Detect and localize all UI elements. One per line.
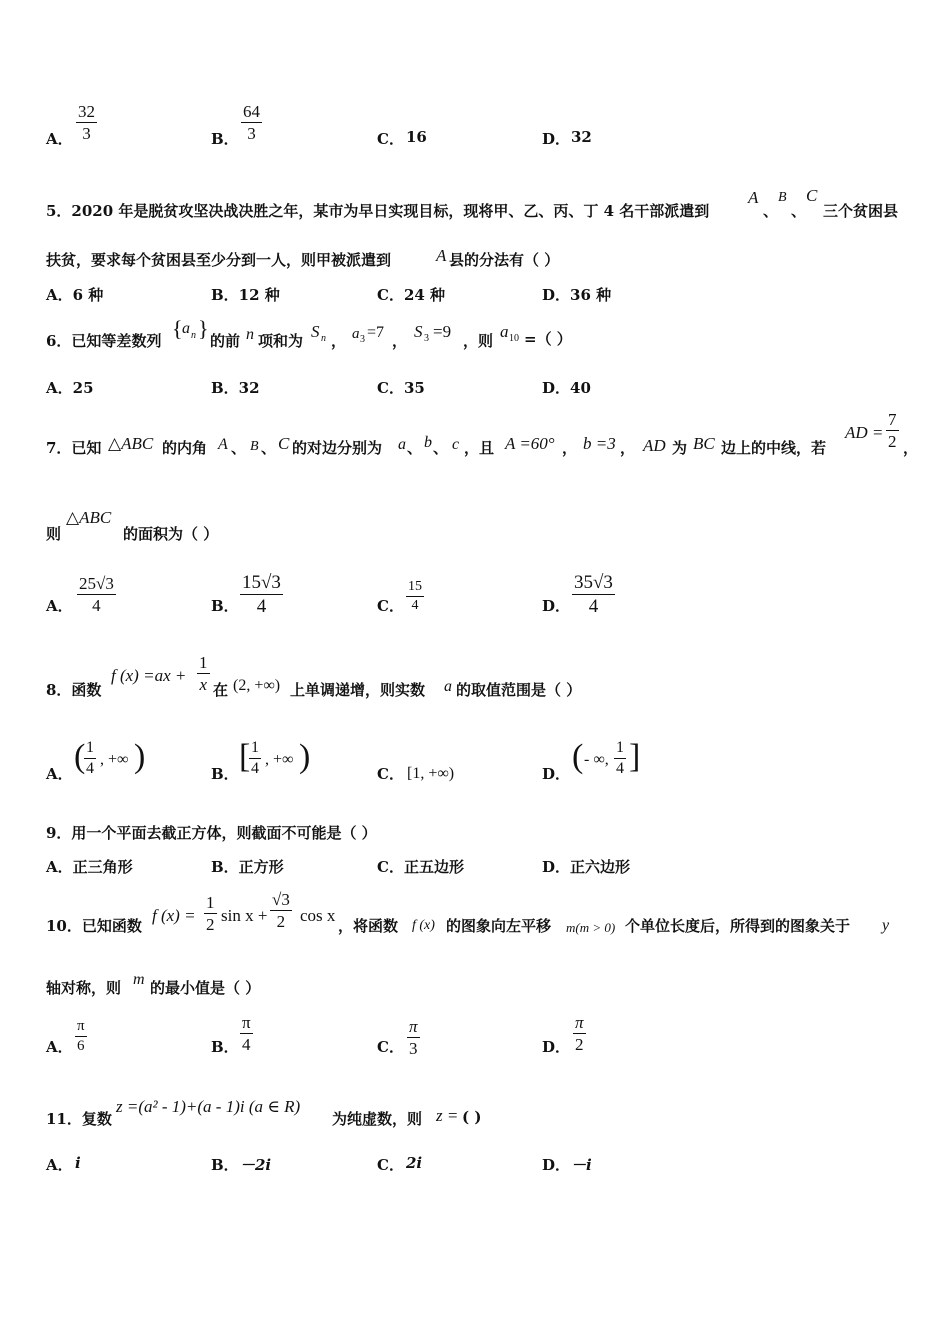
q10-y: y [882,917,890,934]
q10-option-a-label: A． [46,1038,73,1056]
q7-option-c-num: 15 [408,579,422,594]
q8-fraction [197,654,210,693]
q6-S3-sub: 3 [424,333,429,344]
q7-line2-tri: △ABC [66,508,112,527]
q4-option-a-fraction [76,103,97,142]
q10-option-c-num: π [409,1017,418,1036]
q5-option-d: D．36 种 [542,286,612,304]
q7-A: A [218,436,228,453]
q5-line1-post: 三个贫困县 [823,202,899,220]
q8-option-c-text: [1, +∞) [407,765,455,782]
q10-fx2: f (x) [412,918,435,933]
q11-z: z = [436,1106,459,1125]
q7-option-d-num: 35√3 [574,572,613,593]
q4-option-a-den: 3 [82,124,91,143]
q7-line2-pre: 则 [46,525,62,543]
q10-t4: 个单位长度后，所得到的图象关于 [625,917,851,935]
q6-t1: 6．已知等差数列 [46,332,162,350]
q4-option-b-den: 3 [247,124,256,143]
q5-option-a: A．6 种 [46,286,104,304]
q7-line2-post: 的面积为（ ） [123,525,219,543]
q8-option-b-fraction [249,740,261,777]
q6-t5: =（ ） [524,330,572,348]
q8-option-d-right: ] [629,738,641,775]
q8-option-b-den: 4 [251,760,259,777]
q8-t1: 8．函数 [46,681,102,699]
q7-comma1: ， [562,439,578,457]
q4-option-b-label: B． [211,130,239,148]
q11-expr: z =(a² - 1)+(a - 1)i (a ∈ R) [116,1097,301,1116]
q7-cond2: b =3 [583,434,616,453]
q10-option-b-num: π [242,1013,251,1032]
q11-t3: ( ) [462,1108,482,1126]
q10-f2-num: √3 [272,890,290,909]
q8-option-a-right: ) [134,738,146,775]
q9-option-d: D．正六边形 [542,858,631,876]
q8-option-d-den: 4 [616,760,624,777]
q9-option-c: C．正五边形 [377,858,464,876]
q7-option-d-fraction [572,573,615,616]
q6-option-d: D．40 [542,379,591,397]
q6-brace-right: } [198,316,209,341]
q11-option-c-val: 2i [406,1154,423,1172]
q7-t5: 为 [672,439,688,457]
q10-line2-post: 的最小值是（ ） [150,979,261,997]
q7-tri: △ABC [108,434,154,453]
q6-seq: a [182,320,190,337]
q10-option-c-label: C． [377,1038,404,1056]
q6-S: S [311,322,320,341]
q10-option-d-num: π [575,1013,584,1032]
q10-line2-m: m [133,971,145,988]
q8-t4: 的取值范围是（ ） [456,681,582,699]
q10-f1-num: 1 [206,893,215,912]
q11-option-b-label: B． [211,1156,239,1174]
q6-option-a: A．25 [46,379,94,397]
q10-t1: 10．已知函数 [46,917,142,935]
q4-option-d-text: 32 [571,128,592,146]
q9-text: 9．用一个平面去截正方体，则截面不可能是（ ） [46,824,377,842]
q10-fx: f (x) = [152,906,196,925]
q7-cond1: A =60° [505,434,555,453]
q10-option-d-label: D． [542,1038,571,1056]
q8-option-a-rest: , +∞ [100,751,129,768]
q7-option-a-label: A． [46,597,73,615]
q7-option-d-den: 4 [588,596,599,617]
q10-option-d-fraction [573,1014,586,1053]
q7-t1: 7．已知 [46,439,102,457]
q11-option-a-label: A． [46,1156,73,1174]
q11-option-d-label: D． [542,1156,571,1174]
q10-m: m(m > 0) [566,920,616,935]
q11-option-c-label: C． [377,1156,404,1174]
q8-option-d-pre: - ∞, [584,751,609,768]
q8-option-a-num: 1 [86,739,94,756]
q8-a: a [444,678,452,695]
q7-ADeq: AD = [845,423,884,442]
q7-t3: 的对边分别为 [292,439,383,457]
q7-c: c [452,436,460,453]
q5-county-a: A [748,188,759,207]
q8-option-a-label: A． [46,765,73,783]
q7-sep2: 、 [261,439,277,457]
q11-option-a-val: i [75,1154,81,1172]
q7-b: b [424,434,432,451]
q5-sep1: 、 [763,202,779,220]
q7-option-b-num: 15√3 [242,572,281,593]
q6-option-b: B．32 [211,379,260,397]
q10-option-c-den: 3 [409,1039,418,1058]
q10-option-a-den: 6 [77,1038,85,1054]
q10-fraction-2 [270,891,292,930]
q8-option-d-num: 1 [616,739,624,756]
q5-line2-pre: 扶贫，要求每个贫困县至少分到一人，则甲被派遣到 [46,251,392,269]
q7-sep4: 、 [433,439,449,457]
q5-sep2: 、 [791,202,807,220]
q7-t2: 的内角 [162,439,208,457]
q7-option-c-label: C． [377,597,404,615]
q7-option-b-fraction [240,573,283,616]
q7-AD: AD [643,436,666,455]
q10-option-b-fraction [240,1014,253,1053]
q8-option-d-label: D． [542,765,571,783]
q8-option-a-den: 4 [86,760,94,777]
q10-option-b-den: 4 [242,1035,251,1054]
q11-t2: 为纯虚数，则 [332,1110,423,1128]
q7-ad-fraction [886,411,899,450]
q8-option-c-label: C． [377,765,404,783]
q8-option-b-right: ) [299,738,311,775]
q8-option-d-fraction [614,740,626,777]
q6-t4: ，则 [463,332,494,350]
q4-option-b-num: 64 [243,102,260,121]
q5-county-b: B [778,190,787,205]
q10-option-a-fraction [75,1019,87,1054]
q6-comma2: ， [392,332,408,350]
q10-option-d-den: 2 [575,1035,584,1054]
q7-sep3: 、 [407,439,423,457]
q6-comma1: ， [331,332,347,350]
q6-S3: S [414,322,423,341]
q9-option-a: A．正三角形 [46,858,133,876]
q6-S-sub: n [321,333,326,344]
q6-a3-sub: 3 [360,334,365,345]
q7-option-a-den: 4 [92,596,101,615]
q8-frac-num: 1 [199,653,208,672]
q8-option-a-fraction [84,740,96,777]
q8-frac-den: x [199,675,208,694]
q7-t6: 边上的中线，若 [721,439,827,457]
q6-S3-val: =9 [433,322,452,341]
q4-option-b-fraction [241,103,262,142]
q6-a10-sub: 10 [509,333,519,344]
q7-option-c-fraction [406,580,424,613]
q11-option-b-val: －2i [240,1156,272,1174]
q8-option-d-left: ( [572,738,584,775]
q6-a3: a [352,326,360,342]
q10-f2-den: 2 [276,912,286,931]
q7-sep1: 、 [231,439,247,457]
q10-cosx: cos x [300,906,336,925]
q6-brace-left: { [172,316,183,341]
q10-option-a-num: π [77,1018,85,1034]
q6-n: n [246,326,254,343]
q7-comma2: ， [620,439,636,457]
q6-a3-val: =7 [367,324,385,341]
q6-seq-sub: n [191,330,196,341]
q7-option-d-label: D． [542,597,571,615]
q8-option-a-left: ( [74,738,86,775]
q7-option-a-num: 25√3 [79,574,114,593]
q4-option-c-text: 16 [406,128,427,146]
q10-option-b-label: B． [211,1038,239,1056]
q4-option-a-label: A． [46,130,73,148]
q7-C: C [278,434,290,453]
q7-frac-den: 2 [888,432,897,451]
q10-t3: 的图象向左平移 [446,917,552,935]
q8-option-b-num: 1 [251,739,259,756]
q7-option-a-fraction [77,575,116,614]
q6-option-c: C．35 [377,379,425,397]
q10-sinx: sin x + [221,906,268,925]
q4-option-d-label: D． [542,130,571,148]
q7-tail: ， [903,439,919,457]
q7-option-b-den: 4 [256,596,267,617]
q10-option-c-fraction [407,1018,420,1057]
q7-option-b-label: B． [211,597,239,615]
q10-f1-den: 2 [206,915,215,934]
q7-a: a [398,436,406,453]
q5-option-c: C．24 种 [377,286,446,304]
q9-option-b: B．正方形 [211,858,284,876]
q8-option-b-left: [ [239,738,251,775]
q7-BC: BC [693,434,715,453]
q10-t2: ，将函数 [338,917,399,935]
q4-option-a-num: 32 [78,102,95,121]
q6-t2: 的前 [210,332,241,350]
q8-fx: f (x) =ax + [111,666,187,685]
q7-frac-num: 7 [888,410,897,429]
q6-a10: a [500,322,509,341]
q5-county-c: C [806,186,818,205]
q5-line2-post: 县的分法有（ ） [449,251,560,269]
q8-t3: 上单调递增，则实数 [290,681,426,699]
q5-line1-pre: 5．2020 年是脱贫攻坚决战决胜之年，某市为早日实现目标，现将甲、乙、丙、丁 4 名干部派遣到 [46,202,710,220]
q7-option-c-den: 4 [411,598,419,613]
q7-B: B [250,439,259,454]
q8-option-b-rest: , +∞ [265,751,294,768]
q8-t2: 在 [213,681,229,699]
q8-interval: (2, +∞) [233,677,281,694]
q5-option-b: B．12 种 [211,286,280,304]
q11-t1: 11．复数 [46,1110,112,1128]
q4-option-c-label: C． [377,130,404,148]
q11-option-d-val: －i [571,1156,592,1174]
q5-line2-var: A [436,246,447,265]
q8-option-b-label: B． [211,765,239,783]
q10-line2-pre: 轴对称，则 [46,979,122,997]
q6-t3: 项和为 [258,332,304,350]
q10-fraction-1 [204,894,217,933]
q7-t4: ，且 [464,439,495,457]
